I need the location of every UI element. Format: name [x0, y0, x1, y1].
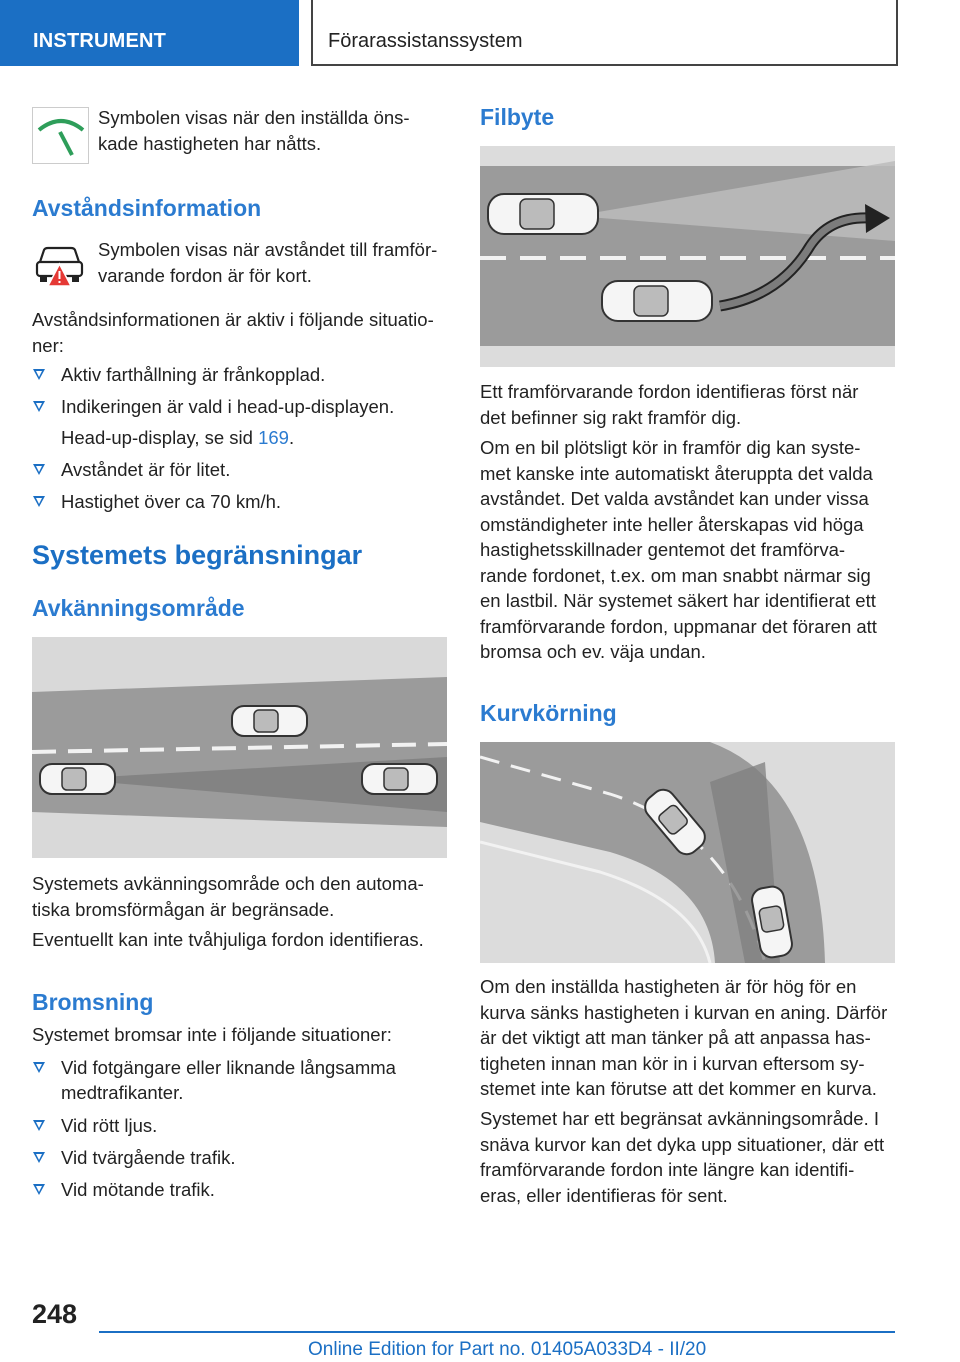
list-item-text: Hastighet över ca 70 km/h. [61, 491, 282, 512]
list-item-text: Vid fotgängare eller liknande långsamma [61, 1057, 396, 1078]
lane-change-text-2 [480, 435, 877, 665]
list-item-text: Indikeringen är vald i head-up-displayen. [61, 396, 395, 417]
distance-active-line: Avståndsinformationen är aktiv i följande situatio- [32, 309, 434, 330]
car-icon [602, 281, 712, 321]
curve-text-2 [480, 1106, 884, 1208]
hud-ref-prefix: Head-up-display, se sid [61, 427, 259, 448]
text-line: Ett framförvarande fordon identifieras först när [480, 381, 859, 402]
curve-text [480, 974, 887, 1102]
car-icon [488, 194, 598, 234]
car-icon [362, 764, 437, 794]
text-line: hastighetsskillnader gentemot det framförva- [480, 539, 846, 560]
text-line: bromsa och ev. väja undan. [480, 641, 706, 662]
intro-text [98, 105, 410, 156]
detection-heading: Avkänningsområde [32, 595, 245, 621]
bullet-triangle-icon [33, 369, 45, 380]
lane-change-text [480, 379, 858, 430]
lane-change-heading: Filbyte [480, 104, 555, 130]
text-line: eras, eller identifieras för sent. [480, 1184, 728, 1206]
text-line: snäva kurvor kan det dyka upp situationer, där ett [480, 1133, 885, 1155]
text-line: Om en bil plötsligt kör in framför dig kan syste- [480, 437, 861, 458]
distance-symbol-line: varande fordon är för kort. [98, 264, 312, 286]
text-line: rande fordonet, t.ex. om man snabbt närmar sig [480, 564, 871, 586]
distance-symbol-text [98, 237, 437, 288]
intro-line: kade hastigheten har nåtts. [98, 132, 322, 154]
text-line: omständigheter inte heller återskapas vid höga [480, 513, 864, 535]
chapter-title: Förarassistanssystem [328, 30, 523, 52]
car-icon [40, 764, 115, 794]
lane-change-figure [480, 146, 895, 367]
footer-divider [99, 1331, 895, 1333]
text-line: tigheten innan man kör in i kurvan eftersom sy- [480, 1052, 865, 1074]
distance-active-line: ner: [32, 334, 64, 356]
text-line: Om den inställda hastigheten är för hög för en [480, 976, 857, 997]
list-item-text: Vid tvärgående trafik. [61, 1147, 236, 1168]
hud-ref-page-link[interactable]: 169 [258, 427, 289, 448]
bullet-triangle-icon [33, 464, 45, 475]
speed-reached-icon [32, 107, 89, 164]
distance-heading: Avståndsinformation [32, 195, 262, 221]
braking-intro: Systemet bromsar inte i följande situationer: [32, 1024, 392, 1045]
curve-heading: Kurvkörning [480, 700, 617, 726]
text-line: det befinner sig rakt framför dig. [480, 406, 742, 428]
intro-line: Symbolen visas när den inställda öns- [98, 107, 410, 128]
bullet-triangle-icon [33, 1062, 45, 1073]
distance-warning-car-icon [32, 240, 87, 290]
bullet-triangle-icon [33, 1184, 45, 1195]
distance-active-text [32, 307, 434, 358]
list-item-text: Aktiv farthållning är frånkopplad. [61, 364, 326, 385]
bullet-triangle-icon [33, 1152, 45, 1163]
edition-text: Online Edition for Part no. 01405A033D4 - II/20 [308, 1339, 707, 1360]
detection-range-figure [32, 637, 447, 858]
curve-figure [480, 742, 895, 963]
text-line: är det viktigt att man tänker på att anpassa has- [480, 1027, 871, 1048]
text-line: Systemet har ett begränsat avkänningsområde. I [480, 1108, 879, 1129]
hud-reference [61, 425, 294, 451]
detection-caption-line: tiska bromsförmågan är begränsade. [32, 898, 335, 920]
text-line: framförvarande fordon, uppmanar det föraren att [480, 615, 877, 637]
text-line: en lastbil. När systemet säkert har identifierat ett [480, 590, 876, 611]
braking-heading: Bromsning [32, 989, 154, 1015]
list-item-text: medtrafikanter. [61, 1082, 184, 1103]
text-line: met kanske inte automatiskt återuppta det valda [480, 462, 873, 484]
section-tab-label: INSTRUMENT [33, 30, 167, 52]
page-number: 248 [32, 1299, 78, 1329]
bullet-triangle-icon [33, 401, 45, 412]
distance-symbol-line: Symbolen visas när avståndet till framför- [98, 239, 438, 260]
detection-caption-line: Systemets avkänningsområde och den automa- [32, 873, 424, 894]
car-icon [232, 706, 307, 736]
hud-ref-suffix: . [288, 427, 295, 448]
bullet-triangle-icon [33, 1120, 45, 1131]
chapter-title-box [311, 0, 898, 66]
text-line: stemet inte kan förutse att det kommer en kurva. [480, 1078, 877, 1099]
section-tab [0, 0, 299, 66]
bullet-triangle-icon [33, 496, 45, 507]
text-line: framförvarande fordon inte längre kan identifi- [480, 1159, 855, 1180]
text-line: kurva sänks hastigheten i kurvan en aning. Därför [480, 1001, 888, 1023]
list-item-text: Avståndet är för litet. [61, 459, 231, 480]
detection-caption-2: Eventuellt kan inte tvåhjuliga fordon identifieras. [32, 929, 424, 950]
list-item-text: Vid mötande trafik. [61, 1179, 215, 1200]
limits-heading: Systemets begränsningar [32, 540, 363, 570]
text-line: avståndet. Det valda avståndet kan under vissa [480, 488, 869, 509]
detection-caption [32, 871, 424, 922]
list-item-text: Vid rött ljus. [61, 1115, 158, 1136]
